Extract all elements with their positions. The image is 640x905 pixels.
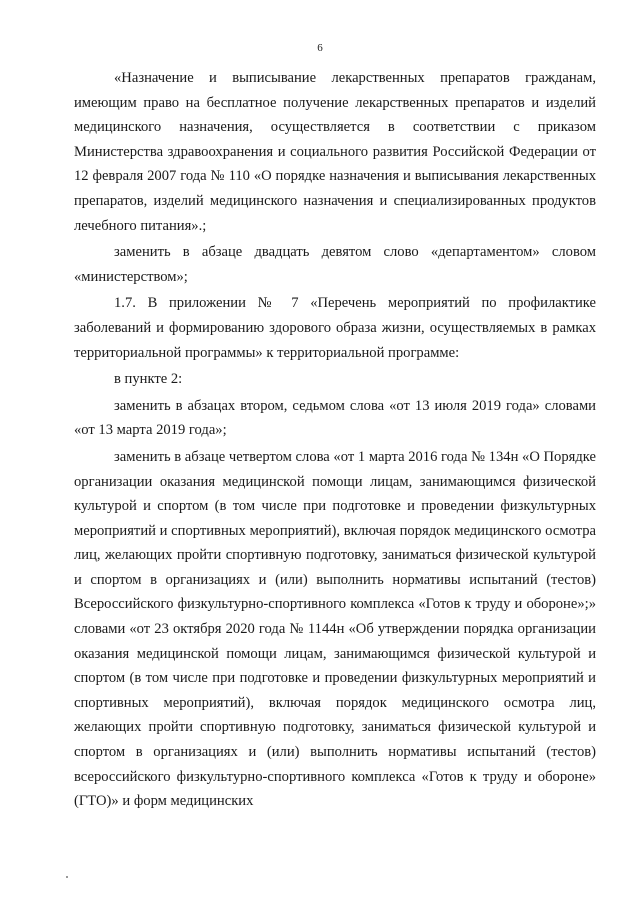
paragraph-prescription-order: «Назначение и выписывание лекарственных препаратов гражданам, имеющим право на бесплатное получение лекарственных препаратов и изделий медицинского назначения, осуществляется в соответствии с приказом Министерства здравоохранения и социального развития Российской Федерации от 12 февраля 2007 года № 110 «О порядке назначения и выписывания лекарственных препаратов, изделий медицинского назначения и специализированных продуктов лечебного питания».;: [74, 70, 596, 234]
paragraph-replace-order-134n: заменить в абзаце четвертом слова «от 1 марта 2016 года № 134н «О Порядке организации оказания медицинской помощи лицам, занимающимся физической культурой и спортом (в том числе при подготовке и проведении физкультурных мероприятий и спортивных мероприятий), включая порядок медицинского осмотра лиц, желающих пройти спортивную подготовку, заниматься физической культурой и спортом в организациях и (или) выполнить нормативы испытаний (тестов) Всероссийского физкультурно-спортивного комплекса «Готов к труду и обороне»;» словами «от 23 октября 2020 года № 1144н «Об утверждении порядка организации оказания медицинской помощи лицам, занимающимся физической культурой и спортом (в том числе при подготовке и проведении физкультурных мероприятий и спортивных мероприятий), включая порядок медицинского осмотра лиц, желающих пройти спортивную подготовку, заниматься физической культурой и спортом в организациях и (или) выполнить нормативы испытаний (тестов) всероссийского физкультурно-спортивного комплекса «Готов к труду и обороне» (ГТО)» и форм медицинских: [74, 448, 596, 810]
paragraph-appendix-7: 1.7. В приложении № 7 «Перечень мероприятий по профилактике заболеваний и формированию здорового образа жизни, осуществляемых в рамках территориальной программы» к территориальной программе:: [74, 295, 596, 361]
paragraph-point-2: в пункте 2:: [114, 371, 183, 388]
document-body: [74, 66, 596, 814]
scan-speck: [66, 876, 68, 878]
paragraph-replace-department: заменить в абзаце двадцать девятом слово «департаментом» словом «министерством»;: [74, 244, 596, 285]
paragraph-replace-dates: заменить в абзацах втором, седьмом слова «от 13 июля 2019 года» словами «от 13 марта 2019 года»;: [74, 397, 596, 439]
page-number: 6: [317, 42, 323, 54]
